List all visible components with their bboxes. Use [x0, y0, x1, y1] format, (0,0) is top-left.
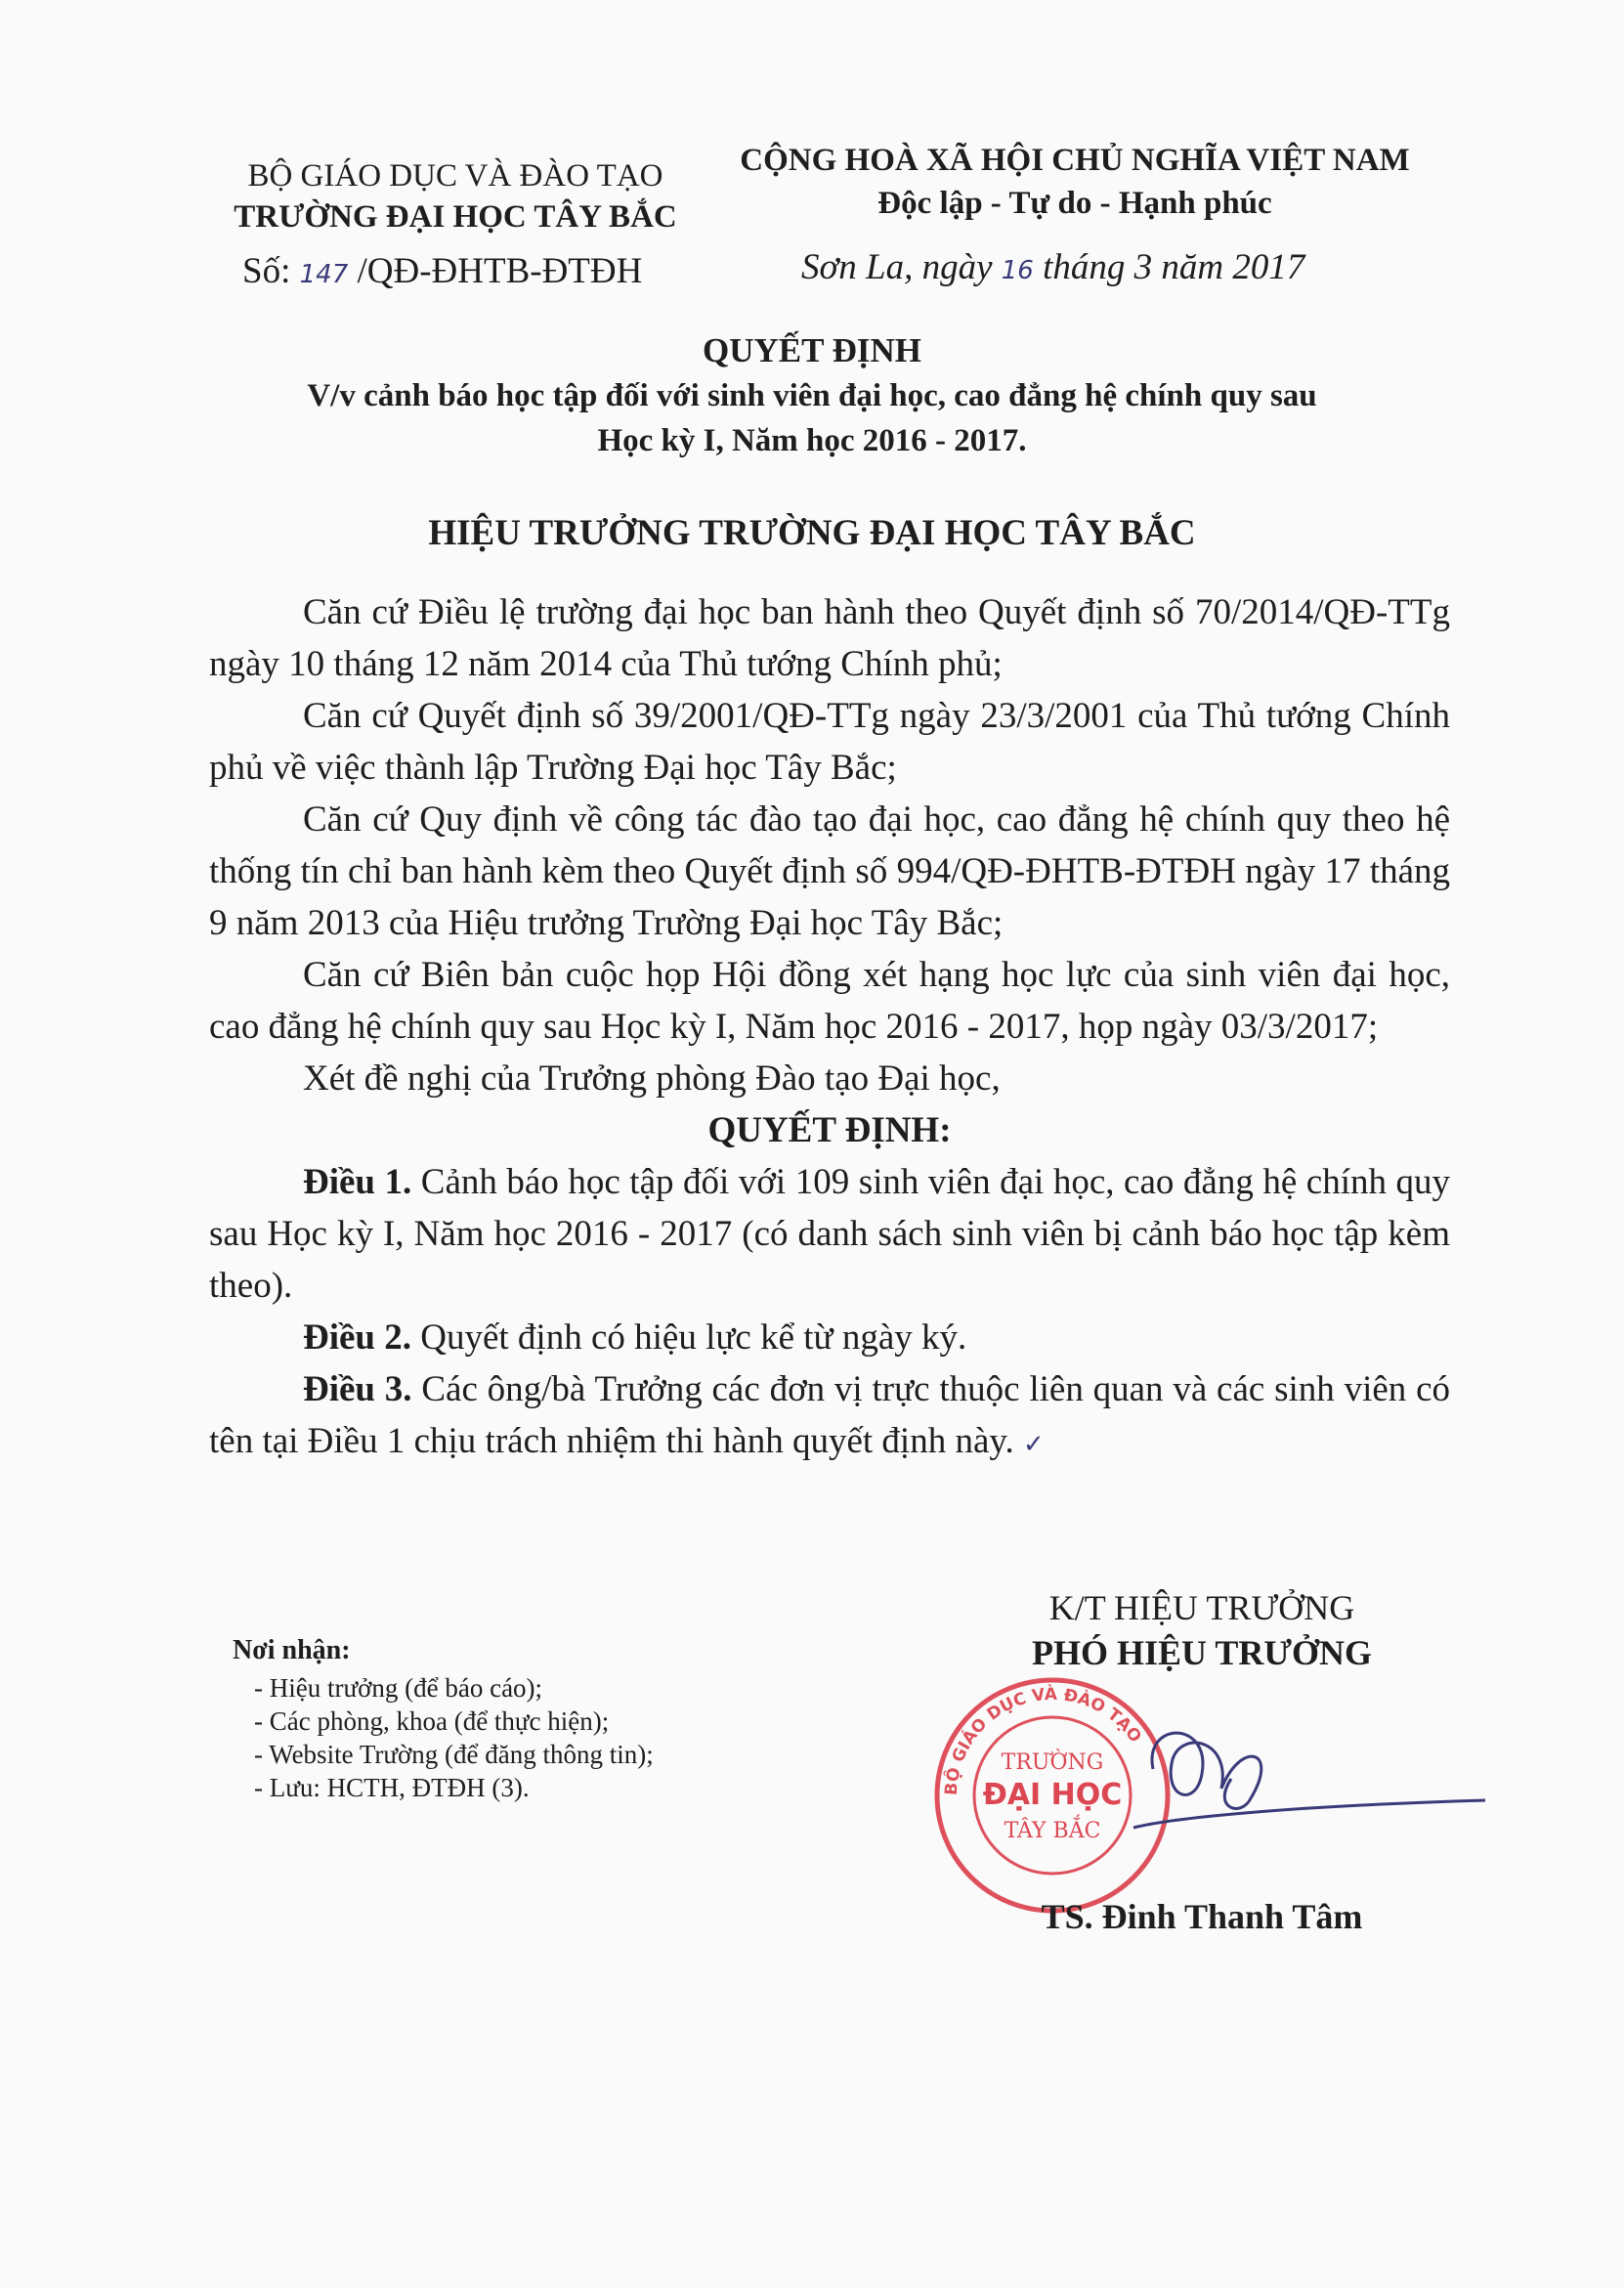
article-2-label: Điều 2.: [303, 1317, 411, 1358]
document-number: [242, 250, 642, 292]
recipients-list: [254, 1671, 654, 1804]
signer-role-1: K/T HIỆU TRƯỞNG: [1048, 1588, 1355, 1627]
seal-line-3: TÂY BẮC: [1004, 1819, 1101, 1843]
place-date-suffix: tháng 3 năm 2017: [1033, 247, 1305, 287]
issuer-header: [201, 156, 709, 238]
national-motto: Độc lập - Tự do - Hạnh phúc: [877, 186, 1272, 221]
title-line-3: Học kỳ I, Năm học 2016 - 2017.: [597, 423, 1027, 458]
signer-role-2: PHÓ HIỆU TRƯỞNG: [1031, 1633, 1373, 1672]
check-mark-icon: ✓: [1022, 1430, 1045, 1459]
article-3: [209, 1363, 1450, 1471]
article-1-label: Điều 1.: [303, 1162, 412, 1202]
recipient-item: - Hiệu trưởng (để báo cáo);: [254, 1673, 543, 1703]
basis-paragraph-1: Căn cứ Điều lệ trường đại học ban hành theo Quyết định số 70/2014/QĐ-TTg ngày 10 tháng 12 năm 2014 của Thủ tướng Chính phủ;: [209, 592, 1450, 684]
place-date-prefix: Sơn La, ngày: [801, 247, 1002, 287]
seal-line-2: ĐẠI HỌC: [982, 1778, 1123, 1812]
national-header: [704, 139, 1446, 225]
article-2: [209, 1312, 1450, 1363]
republic-name: CỘNG HOÀ XÃ HỘI CHỦ NGHĨA VIỆT NAM: [740, 143, 1410, 178]
recipient-item: - Website Trường (để đăng thông tin);: [254, 1740, 654, 1769]
proposal-paragraph: Xét đề nghị của Trưởng phòng Đào tạo Đại học,: [303, 1058, 1001, 1099]
basis-paragraph-3: Căn cứ Quy định về công tác đào tạo đại học, cao đẳng hệ chính quy theo hệ thống tín chỉ ban hành kèm theo Quyết định số 994/QĐ-ĐHTB-ĐTĐH ngày 17 tháng 9 năm 2013 của Hiệu trưởng Trường Đại học Tây Bắc;: [209, 799, 1450, 943]
article-1: [209, 1156, 1450, 1312]
basis-paragraph-4: Căn cứ Biên bản cuộc họp Hội đồng xét hạng học lực của sinh viên đại học, cao đẳng hệ chính quy sau Học kỳ I, Năm học 2016 - 2017, họp ngày 03/3/2017;: [209, 955, 1450, 1047]
recipients-block: [233, 1634, 654, 1804]
article-1-text: Cảnh báo học tập đối với 109 sinh viên đại học, cao đẳng hệ chính quy sau Học kỳ I, Năm học 2016 - 2017 (có danh sách sinh viên bị cảnh báo học tập kèm theo).: [209, 1162, 1451, 1306]
title-line-2: V/v cảnh báo học tập đối với sinh viên đại học, cao đẳng hệ chính quy sau: [307, 378, 1317, 413]
ministry-name: BỘ GIÁO DỤC VÀ ĐÀO TẠO: [247, 158, 663, 194]
document-number-suffix: /QĐ-ĐHTB-ĐTĐH: [348, 251, 643, 291]
document-number-handwritten: 147: [299, 260, 349, 289]
basis-paragraph-2: Căn cứ Quyết định số 39/2001/QĐ-TTg ngày 23/3/2001 của Thủ tướng Chính phủ về việc thành lập Trường Đại học Tây Bắc;: [209, 696, 1450, 788]
place-date-day: 16: [1001, 256, 1034, 285]
recipients-title: Nơi nhận:: [233, 1635, 351, 1665]
article-2-text: Quyết định có hiệu lực kể từ ngày ký.: [411, 1317, 967, 1358]
signer-name: TS. Đinh Thanh Tâm: [1041, 1897, 1363, 1936]
article-3-label: Điều 3.: [303, 1369, 412, 1409]
document-title: [0, 328, 1624, 463]
signature-block: [919, 1585, 1485, 1675]
decision-heading: QUYẾT ĐỊNH:: [707, 1110, 952, 1150]
seal-ring-text: BỘ GIÁO DỤC VÀ ĐÀO TẠO: [941, 1684, 1145, 1796]
title-line-1: QUYẾT ĐỊNH: [703, 331, 921, 369]
recipient-item: - Lưu: HCTH, ĐTĐH (3).: [254, 1773, 530, 1802]
rector-heading: HIỆU TRƯỞNG TRƯỜNG ĐẠI HỌC TÂY BẮC: [428, 513, 1196, 553]
seal-line-1: TRƯỜNG: [1001, 1750, 1104, 1775]
recipient-item: - Các phòng, khoa (để thực hiện);: [254, 1706, 610, 1736]
document-body: [209, 586, 1450, 1471]
handwritten-signature-icon: [1094, 1681, 1485, 1877]
article-3-text: Các ông/bà Trưởng các đơn vị trực thuộc liên quan và các sinh viên có tên tại Điều 1 chịu trách nhiệm thi hành quyết định này.: [209, 1369, 1450, 1461]
document-number-prefix: Số:: [242, 251, 300, 291]
place-and-date: [801, 246, 1304, 288]
school-name: TRƯỜNG ĐẠI HỌC TÂY BẮC: [234, 199, 677, 235]
